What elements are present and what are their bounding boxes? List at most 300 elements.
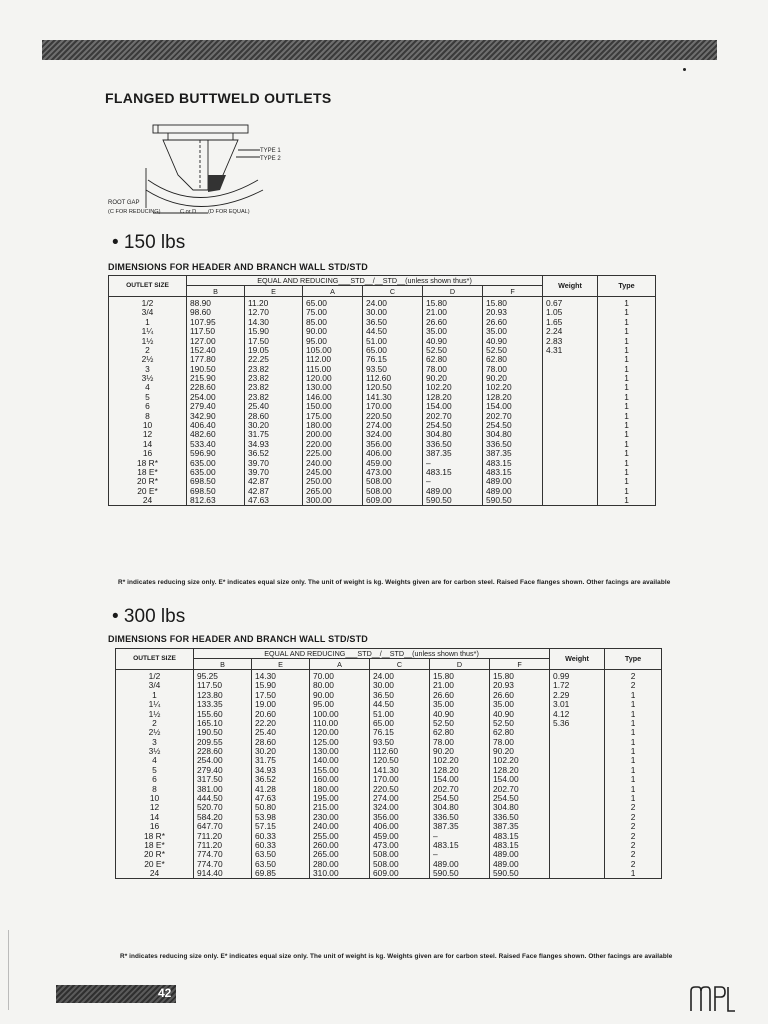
cell-d: 26.60 [430,691,490,700]
cell-c: 120.50 [363,383,423,392]
cell-e: 47.63 [252,794,310,803]
cell-weight: 1.72 [550,681,605,690]
cell-a: 125.00 [310,738,370,747]
cell-weight [550,738,605,747]
cell-f: 15.80 [483,296,543,308]
cell-f: 26.60 [490,691,550,700]
cell-type: 2 [605,803,662,812]
cell-b: 647.70 [194,822,252,831]
cell-e: 69.85 [252,869,310,879]
cell-e: 57.15 [252,822,310,831]
cell-e: 50.80 [252,803,310,812]
cell-a: 80.00 [310,681,370,690]
cell-d: 52.50 [430,719,490,728]
cell-weight: 5.36 [550,719,605,728]
cell-b: 635.00 [187,468,245,477]
cell-type: 1 [598,346,656,355]
cell-type: 1 [605,691,662,700]
cell-c: 44.50 [370,700,430,709]
dimensions-table-150 [108,275,656,506]
cell-f: 154.00 [490,775,550,784]
cell-type: 1 [598,365,656,374]
cell-a: 180.00 [310,784,370,793]
cell-b: 698.50 [187,487,245,496]
section-subheading-150: DIMENSIONS FOR HEADER AND BRANCH WALL STD/STD [108,262,369,272]
cell-a: 85.00 [303,318,363,327]
cell-b: 698.50 [187,477,245,486]
cell-b: 165.10 [194,719,252,728]
cell-e: 31.75 [245,430,303,439]
cell-a: 75.00 [303,308,363,317]
cell-f: 52.50 [483,346,543,355]
cell-b: 406.40 [187,421,245,430]
cell-c: 170.00 [370,775,430,784]
cell-c: 44.50 [363,327,423,336]
cell-f: 128.20 [490,766,550,775]
cell-outlet-size: 2½ [109,355,187,364]
cell-outlet-size: 4 [109,383,187,392]
cell-f: 483.15 [490,841,550,850]
branch-body [163,140,238,190]
cell-outlet-size: 14 [109,440,187,449]
cell-weight [543,449,598,458]
cell-d: 90.20 [430,747,490,756]
cell-a: 120.00 [310,728,370,737]
cell-outlet-size: 16 [116,822,194,831]
cell-outlet-size: 4 [116,756,194,765]
cell-d: 26.60 [423,318,483,327]
cell-outlet-size: 1½ [109,336,187,345]
cell-d: 90.20 [423,374,483,383]
cell-f: 90.20 [483,374,543,383]
cell-outlet-size: 3 [116,738,194,747]
cell-type: 1 [598,318,656,327]
cell-a: 95.00 [310,700,370,709]
header-band [42,40,717,60]
cell-outlet-size: 24 [109,496,187,506]
header-outlet-size: OUTLET SIZE [116,649,194,670]
cell-type: 1 [598,458,656,467]
root-gap-label: ROOT GAP [108,200,140,206]
cell-outlet-size: 18 R* [109,458,187,467]
cell-e: 15.90 [245,327,303,336]
cell-f: 483.15 [483,458,543,467]
cell-b: 215.90 [187,374,245,383]
cell-f: 35.00 [490,700,550,709]
cell-a: 260.00 [310,841,370,850]
cell-outlet-size: 18 E* [109,468,187,477]
cell-d: 483.15 [423,468,483,477]
cell-b: 711.20 [194,841,252,850]
table-row [109,449,656,458]
cell-outlet-size: 10 [109,421,187,430]
cell-d: 590.50 [430,869,490,879]
cell-f: 304.80 [483,430,543,439]
cell-b: 279.40 [187,402,245,411]
cell-b: 133.35 [194,700,252,709]
cell-type: 2 [605,831,662,840]
cell-a: 200.00 [303,430,363,439]
cell-type: 1 [605,709,662,718]
cell-weight [543,496,598,506]
cell-outlet-size: 3 [109,365,187,374]
cell-outlet-size: 2 [109,346,187,355]
cell-b: 520.70 [194,803,252,812]
cell-f: 254.50 [483,421,543,430]
cell-outlet-size: 1¼ [116,700,194,709]
cell-type: 2 [605,841,662,850]
cell-outlet-size: 18 R* [116,831,194,840]
cell-d: 40.90 [423,336,483,345]
header-a: A [310,659,370,669]
cell-weight [550,766,605,775]
cell-a: 160.00 [310,775,370,784]
cell-f: 102.20 [483,383,543,392]
cell-outlet-size: 20 E* [116,860,194,869]
cell-a: 280.00 [310,860,370,869]
cell-a: 120.00 [303,374,363,383]
cell-f: 590.50 [483,496,543,506]
page-title: FLANGED BUTTWELD OUTLETS [105,90,332,106]
cell-e: 47.63 [245,496,303,506]
cell-b: 635.00 [187,458,245,467]
cell-e: 25.40 [252,728,310,737]
cell-a: 100.00 [310,709,370,718]
cell-e: 34.93 [245,440,303,449]
cell-f: 483.15 [490,831,550,840]
cell-type: 1 [598,449,656,458]
cell-b: 596.90 [187,449,245,458]
cell-d: 78.00 [430,738,490,747]
cell-d: 304.80 [423,430,483,439]
cell-type: 1 [605,766,662,775]
cell-weight [543,440,598,449]
cell-weight [550,803,605,812]
cell-type: 1 [598,468,656,477]
cell-d: 21.00 [423,308,483,317]
cell-type: 1 [598,430,656,439]
cell-a: 240.00 [303,458,363,467]
cell-weight: 2.83 [543,336,598,345]
cell-f: 387.35 [483,449,543,458]
cell-outlet-size: 1¼ [109,327,187,336]
page-number: 42 [158,986,172,1000]
table-row [116,869,662,879]
cell-outlet-size: 10 [116,794,194,803]
cell-c: 356.00 [363,440,423,449]
cell-type: 2 [605,822,662,831]
cell-d: 254.50 [423,421,483,430]
cell-f: 78.00 [490,738,550,747]
cell-c: 508.00 [363,487,423,496]
cell-f: 154.00 [483,402,543,411]
cell-a: 150.00 [303,402,363,411]
cell-a: 175.00 [303,411,363,420]
cell-d: 102.20 [423,383,483,392]
cell-type: 2 [605,860,662,869]
cell-d: 62.80 [423,355,483,364]
cell-b: 190.50 [194,728,252,737]
table-row [116,700,662,709]
cell-b: 533.40 [187,440,245,449]
cell-outlet-size: 8 [109,411,187,420]
cell-f: 202.70 [490,784,550,793]
cell-e: 12.70 [245,308,303,317]
cell-d: 590.50 [423,496,483,506]
cell-a: 265.00 [310,850,370,859]
cell-c: 473.00 [363,468,423,477]
cell-b: 254.00 [187,393,245,402]
cell-d: 128.20 [430,766,490,775]
cell-outlet-size: 3½ [109,374,187,383]
cell-c: 120.50 [370,756,430,765]
header-group: EQUAL AND REDUCING___STD__/__STD__(unless shown thus*) [187,276,543,286]
cell-d: 336.50 [430,813,490,822]
cell-d: – [423,458,483,467]
header-type: Type [605,649,662,670]
cell-b: 774.70 [194,860,252,869]
cell-outlet-size: 1½ [116,709,194,718]
cell-b: 127.00 [187,336,245,345]
cell-type: 1 [605,747,662,756]
cell-e: 36.52 [245,449,303,458]
cell-f: 489.00 [490,860,550,869]
cell-f: 483.15 [483,468,543,477]
cell-c: 36.50 [370,691,430,700]
cell-c: 473.00 [370,841,430,850]
cell-weight: 4.31 [543,346,598,355]
cell-weight [543,374,598,383]
cell-d: 489.00 [430,860,490,869]
cell-e: 41.28 [252,784,310,793]
cell-f: 20.93 [483,308,543,317]
cell-outlet-size: 5 [109,393,187,402]
equal-note: (D FOR EQUAL) [208,209,250,215]
cell-a: 140.00 [310,756,370,765]
cell-a: 180.00 [303,421,363,430]
cell-c: 459.00 [370,831,430,840]
cell-type: 1 [605,719,662,728]
cell-c: 406.00 [370,822,430,831]
cell-f: 20.93 [490,681,550,690]
cell-f: 489.00 [483,477,543,486]
cell-a: 112.00 [303,355,363,364]
cell-c: 30.00 [363,308,423,317]
cell-a: 130.00 [303,383,363,392]
cell-f: 35.00 [483,327,543,336]
cell-type: 1 [598,336,656,345]
cell-type: 1 [598,355,656,364]
cell-e: 42.87 [245,487,303,496]
cell-b: 190.50 [187,365,245,374]
cell-e: 63.50 [252,850,310,859]
cell-type: 1 [605,869,662,879]
cell-weight: 2.29 [550,691,605,700]
section-heading-300: • 300 lbs [112,606,186,627]
cell-f: 336.50 [483,440,543,449]
cell-d: 21.00 [430,681,490,690]
cell-type: 1 [598,402,656,411]
cell-a: 146.00 [303,393,363,402]
cell-e: 23.82 [245,393,303,402]
cell-d: 336.50 [423,440,483,449]
cell-outlet-size: 16 [109,449,187,458]
cell-type: 1 [598,327,656,336]
cell-weight [543,383,598,392]
cell-c: 274.00 [363,421,423,430]
cell-type: 1 [598,440,656,449]
cell-weight: 1.05 [543,308,598,317]
cell-outlet-size: 5 [116,766,194,775]
cell-d: 387.35 [423,449,483,458]
cell-e: 22.25 [245,355,303,364]
cell-f: 26.60 [483,318,543,327]
cell-d: 52.50 [423,346,483,355]
cell-e: 25.40 [245,402,303,411]
cell-d: 154.00 [430,775,490,784]
cell-c: 609.00 [363,496,423,506]
cell-e: 60.33 [252,841,310,850]
cell-a: 225.00 [303,449,363,458]
cell-a: 230.00 [310,813,370,822]
cell-d: 40.90 [430,709,490,718]
cell-type: 2 [605,850,662,859]
cell-f: 62.80 [483,355,543,364]
cell-e: 60.33 [252,831,310,840]
cell-weight [550,747,605,756]
cell-d: 202.70 [430,784,490,793]
cell-f: 40.90 [490,709,550,718]
cell-outlet-size: 8 [116,784,194,793]
cell-c: 406.00 [363,449,423,458]
cell-d: 483.15 [430,841,490,850]
header-d: D [430,659,490,669]
cell-type: 1 [605,775,662,784]
cell-b: 711.20 [194,831,252,840]
cell-weight: 0.67 [543,296,598,308]
cell-d: 387.35 [430,822,490,831]
outlet-diagram [108,120,281,220]
cell-a: 90.00 [303,327,363,336]
cell-weight [543,393,598,402]
cell-c: 24.00 [363,296,423,308]
cell-f: 489.00 [483,487,543,496]
header-b: B [187,286,245,296]
cell-outlet-size: 1/2 [109,296,187,308]
header-a: A [303,286,363,296]
cell-d: 254.50 [430,794,490,803]
cell-type: 1 [605,738,662,747]
cell-e: 23.82 [245,365,303,374]
cell-f: 128.20 [483,393,543,402]
cell-weight [543,477,598,486]
cell-b: 381.00 [194,784,252,793]
cell-weight: 0.99 [550,669,605,681]
type2-label: TYPE 2 [260,156,281,162]
cell-e: 30.20 [245,421,303,430]
cell-outlet-size: 14 [116,813,194,822]
cell-outlet-size: 6 [116,775,194,784]
cell-outlet-size: 18 E* [116,841,194,850]
cell-b: 98.60 [187,308,245,317]
cell-c: 609.00 [370,869,430,879]
cell-weight: 1.65 [543,318,598,327]
cell-e: 28.60 [245,411,303,420]
table-row [109,496,656,506]
cell-weight [543,421,598,430]
cell-b: 117.50 [194,681,252,690]
cell-weight [550,756,605,765]
cell-type: 1 [605,794,662,803]
cell-f: 387.35 [490,822,550,831]
cell-a: 105.00 [303,346,363,355]
cell-b: 482.60 [187,430,245,439]
cell-b: 177.80 [187,355,245,364]
cell-e: 39.70 [245,468,303,477]
cell-type: 1 [605,756,662,765]
cell-type: 1 [598,383,656,392]
cell-d: 15.80 [423,296,483,308]
cell-d: 102.20 [430,756,490,765]
cell-c: 141.30 [370,766,430,775]
cell-outlet-size: 12 [109,430,187,439]
cell-weight [550,860,605,869]
header-c: C [370,659,430,669]
cell-weight [543,402,598,411]
cell-b: 914.40 [194,869,252,879]
cell-c: 65.00 [370,719,430,728]
header-b: B [194,659,252,669]
cell-outlet-size: 3/4 [116,681,194,690]
cell-f: 62.80 [490,728,550,737]
cell-e: 39.70 [245,458,303,467]
cell-a: 95.00 [303,336,363,345]
cell-c: 220.50 [363,411,423,420]
cell-type: 1 [605,728,662,737]
cell-weight [550,850,605,859]
cell-d: – [430,850,490,859]
section-heading-150: • 150 lbs [112,232,186,253]
c-or-d-label: C or D [180,209,197,215]
cell-outlet-size: 1 [109,318,187,327]
cell-d: – [423,477,483,486]
cell-d: 62.80 [430,728,490,737]
cell-e: 19.05 [245,346,303,355]
cell-b: 342.90 [187,411,245,420]
footnote-300: R* indicates reducing size only. E* indicates equal size only. The unit of weight is kg. Weights given are for carbon steel. Raised Face flanges shown. Other facings are available [120,953,673,960]
cell-c: 51.00 [363,336,423,345]
header-pipe [148,180,258,198]
type1-label: TYPE 1 [260,148,281,154]
cell-b: 209.55 [194,738,252,747]
cell-weight: 4.12 [550,709,605,718]
cell-type: 1 [605,700,662,709]
cell-weight: 3.01 [550,700,605,709]
cell-outlet-size: 1/2 [116,669,194,681]
cell-outlet-size: 24 [116,869,194,879]
cell-b: 279.40 [194,766,252,775]
cell-weight [543,458,598,467]
cell-d: 304.80 [430,803,490,812]
cell-type: 2 [605,669,662,681]
cell-b: 152.40 [187,346,245,355]
cell-b: 107.95 [187,318,245,327]
cell-outlet-size: 3/4 [109,308,187,317]
cell-outlet-size: 3½ [116,747,194,756]
scan-edge-line [8,930,9,1010]
cell-weight [550,775,605,784]
cell-a: 195.00 [310,794,370,803]
